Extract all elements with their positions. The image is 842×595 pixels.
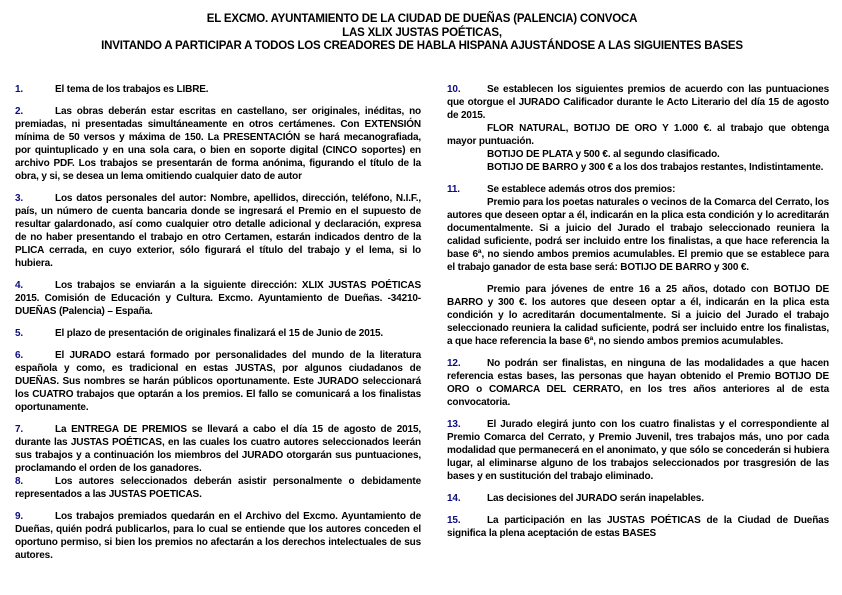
item-number: 5. bbox=[15, 327, 24, 339]
item-number: 1. bbox=[15, 83, 24, 95]
item-number: 8. bbox=[15, 475, 24, 487]
premio-jovenes: Premio para jóvenes de entre 16 a 25 años, dotado con BOTIJO DE BARRO y 300 €. los autores que deseen optar a él, indicarán en la plica esta condición y lo acreditarán documentalmente. Si a juicio del Jurado el trabajo seleccionado reuniera la calidad suficiente, podrá ser incluido entre los finalistas, a que hace referencia la base 6ª, no siendo ambos premios acumulables. bbox=[447, 283, 829, 347]
base-item-11 bbox=[447, 183, 829, 348]
base-item-12 bbox=[447, 357, 829, 409]
item-number: 6. bbox=[15, 349, 24, 361]
item-text: El plazo de presentación de originales finalizará el 15 de Junio de 2015. bbox=[55, 327, 384, 339]
item-text: El Jurado elegirá junto con los cuatro finalistas y el correspondiente al Premio Comarca del Cerrato, y Premio Juvenil, tres trabajos más, uno por cada modalidad que permanecerá en el anonimato, y que sólo se concederán si hubiera lugar, al eliminarse alguno de los trabajos seleccionados por trasgresión de las bases y en sustitución del trabajo eliminado. bbox=[447, 418, 829, 482]
base-item-9 bbox=[15, 510, 421, 562]
item-number: 15. bbox=[447, 514, 461, 526]
item-text: Las decisiones del JURADO serán inapelables. bbox=[487, 492, 704, 504]
item-number: 14. bbox=[447, 492, 461, 504]
header-line-1: EL EXCMO. AYUNTAMIENTO DE LA CIUDAD DE DUEÑAS (PALENCIA) CONVOCA bbox=[206, 13, 638, 25]
item-number: 12. bbox=[447, 357, 461, 369]
prize-line-botijo-barro: BOTIJO DE BARRO y 300 € a los dos trabajos restantes, Indistintamente. bbox=[487, 161, 824, 173]
base-item-6 bbox=[15, 349, 421, 414]
item-text: No podrán ser finalistas, en ninguna de las modalidades a que hacen referencia estas bases, las personas que hayan obtenido el Premio BOTIJO DE ORO o COMARCA DEL CERRATO, en los tres años anteriores al de esta convocatoria. bbox=[447, 357, 829, 408]
base-item-3 bbox=[15, 192, 421, 270]
base-item-5 bbox=[15, 327, 421, 340]
item-number: 11. bbox=[447, 183, 460, 195]
base-item-8 bbox=[15, 475, 421, 501]
base-item-1 bbox=[15, 83, 421, 96]
item-number: 3. bbox=[15, 192, 24, 204]
header-line-2: LAS XLIX JUSTAS POÉTICAS, bbox=[342, 26, 502, 39]
item-number: 10. bbox=[447, 83, 461, 95]
item-number: 2. bbox=[15, 105, 24, 117]
item-text: Se establecen los siguientes premios de acuerdo con las puntuaciones que otorgue el JURADO Calificador durante le Acto Literario del día 15 de agosto de 2015. bbox=[447, 83, 829, 121]
base-item-14 bbox=[447, 492, 829, 505]
base-item-15 bbox=[447, 514, 829, 540]
item-number: 9. bbox=[15, 510, 24, 522]
prize-line-flor-natural: FLOR NATURAL, BOTIJO DE ORO Y 1.000 €. al trabajo que obtenga mayor puntuación. bbox=[447, 122, 829, 147]
two-column-body bbox=[15, 83, 829, 562]
right-column bbox=[447, 83, 829, 562]
header-line-3: INVITANDO A PARTICIPAR A TODOS LOS CREADORES DE HABLA HISPANA AJUSTÁNDOSE A LAS SIGUIENTES BASES bbox=[101, 40, 743, 52]
prize-line-botijo-plata: BOTIJO DE PLATA y 500 €. al segundo clasificado. bbox=[487, 148, 720, 160]
item-text: Los autores seleccionados deberán asistir personalmente o debidamente representados a las JUSTAS POETICAS. bbox=[15, 475, 421, 500]
item-number: 13. bbox=[447, 418, 461, 430]
item-text: Se establece además otros dos premios: bbox=[487, 183, 676, 195]
base-item-13 bbox=[447, 418, 829, 483]
base-item-4 bbox=[15, 279, 421, 318]
base-item-2 bbox=[15, 105, 421, 183]
item-text: Los trabajos premiados quedarán en el Archivo del Excmo. Ayuntamiento de Dueñas, quién podrá publicarlos, para lo cual se entiende que los autores conceden el oportuno permiso, si bien los premios no afectarán a los derechos intelectuales de sus autores. bbox=[15, 510, 421, 561]
item-number: 4. bbox=[15, 279, 24, 291]
document-header bbox=[15, 13, 829, 54]
item-text: Las obras deberán estar escritas en castellano, ser originales, inéditas, no premiadas, ni presentadas simultáneamente en otros certámenes. Con EXTENSIÓN mínima de 50 versos y máxima de 150. La PRESENTACIÓN se hará mecanografiada, por quintuplicado y en una sola cara, o bien en soporte digital (CINCO soportes) en archivo PDF. Los trabajos se presentarán de forma anónima, figurando el título de la obra, y si, se desea un lema omitiendo cualquier dato de autor bbox=[15, 105, 421, 182]
item-text: Los trabajos se enviarán a la siguiente dirección: XLIX JUSTAS POÉTICAS 2015. Comisión de Educación y Cultura. Excmo. Ayuntamiento de Dueñas. -34210- DUEÑAS (Palencia) – España. bbox=[15, 279, 421, 317]
left-column bbox=[15, 83, 421, 562]
item-text: La participación en las JUSTAS POÉTICAS de la Ciudad de Dueñas significa la plena aceptación de estas BASES bbox=[447, 514, 829, 539]
base-item-10 bbox=[447, 83, 829, 174]
item-text: Los datos personales del autor: Nombre, apellidos, dirección, teléfono, N.I.F., país, un número de cuenta bancaria donde se ingresará el Premio en el supuesto de resultar galardonado, así como cualquier otro detalle adicional y declaración, expresa de no haber presentando el trabajo en otro Certamen, estarán indicados dentro de la PLICA cerrada, en cuyo exterior, sólo figurará el título del trabajo y el lema, si lo hubiera. bbox=[15, 192, 421, 269]
item-number: 7. bbox=[15, 423, 24, 435]
base-item-7 bbox=[15, 423, 421, 475]
premio-comarca-cerrato: Premio para los poetas naturales o vecinos de la Comarca del Cerrato, los autores que deseen optar a él, indicarán en la plica esta condición y lo acreditarán documentalmente. Si a juicio del Jurado el trabajo seleccionado reuniera la calidad suficiente, podrá ser incluido entre los finalistas, a que hace referencia la base 6ª, no siendo ambos premios acumulables. El premio que se establece para el trabajo ganador de esta base será: BOTIJO DE BARRO y 300 €. bbox=[447, 196, 829, 273]
item-text: El JURADO estará formado por personalidades del mundo de la literatura española y como, es tradicional en estas JUSTAS, por algunos ciudadanos de DUEÑAS. Sus nombres se harán públicos oportunamente. Este JURADO seleccionará los CUATRO trabajos que optarán a los premios. El fallo se comunicará a los finalistas oportunamente. bbox=[15, 349, 421, 413]
item-text: El tema de los trabajos es LIBRE. bbox=[55, 83, 209, 95]
item-text: La ENTREGA DE PREMIOS se llevará a cabo el día 15 de agosto de 2015, durante las JUSTAS POÉTICAS, en las cuales los cuatro autores seleccionados leerán sus trabajos y a continuación los miembros del JURADO otorgarán sus puntuaciones, proclamando el orden de los ganadores. bbox=[15, 423, 421, 474]
